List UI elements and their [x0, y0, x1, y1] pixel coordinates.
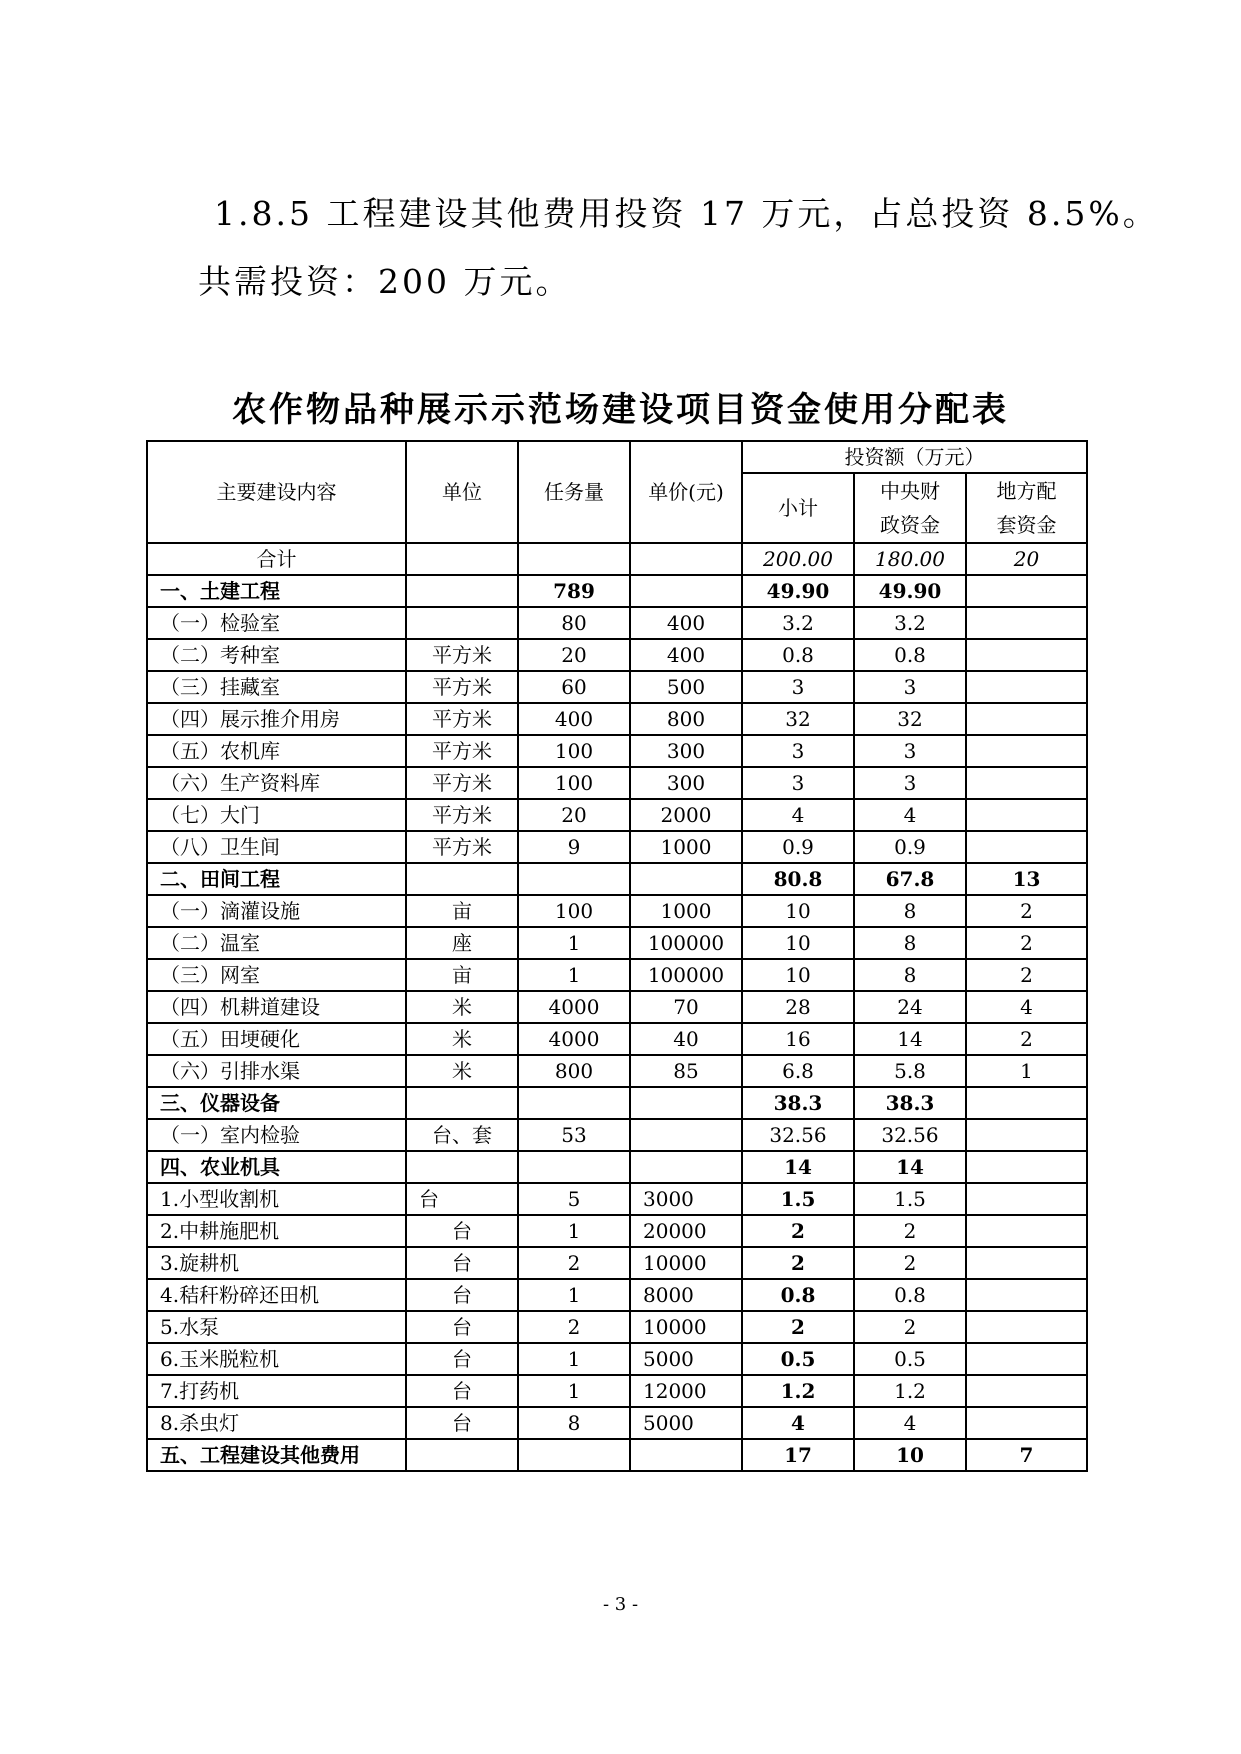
cell-quantity: 60 — [518, 671, 630, 703]
cell-subtotal: 16 — [742, 1023, 854, 1055]
cell-local — [966, 1311, 1087, 1343]
cell-subtotal: 80.8 — [742, 863, 854, 895]
table-row — [147, 1215, 1087, 1247]
cell-unit: 平方米 — [406, 831, 518, 863]
cell-local — [966, 767, 1087, 799]
table-row — [147, 959, 1087, 991]
table-row — [147, 1119, 1087, 1151]
header-quantity: 任务量 — [518, 441, 630, 543]
cell-local — [966, 671, 1087, 703]
table-row — [147, 1311, 1087, 1343]
cell-local — [966, 1119, 1087, 1151]
cell-central: 8 — [854, 927, 966, 959]
cell-quantity — [518, 1439, 630, 1471]
cell-unit: 米 — [406, 1023, 518, 1055]
cell-central: 14 — [854, 1151, 966, 1183]
cell-content: （八）卫生间 — [147, 831, 406, 863]
cell-quantity: 8 — [518, 1407, 630, 1439]
cell-local — [966, 1215, 1087, 1247]
cell-price: 400 — [630, 607, 742, 639]
cell-quantity: 400 — [518, 703, 630, 735]
cell-subtotal: 49.90 — [742, 575, 854, 607]
cell-quantity: 2 — [518, 1247, 630, 1279]
cell-content: （五）农机库 — [147, 735, 406, 767]
cell-quantity — [518, 1151, 630, 1183]
table-row — [147, 991, 1087, 1023]
cell-unit: 台 — [406, 1407, 518, 1439]
total-price — [630, 543, 742, 575]
cell-quantity — [518, 863, 630, 895]
cell-price — [630, 863, 742, 895]
cell-unit: 平方米 — [406, 735, 518, 767]
table-row — [147, 1023, 1087, 1055]
cell-subtotal: 3.2 — [742, 607, 854, 639]
cell-local — [966, 575, 1087, 607]
cell-unit: 台 — [406, 1183, 518, 1215]
cell-central: 67.8 — [854, 863, 966, 895]
cell-quantity: 9 — [518, 831, 630, 863]
table-row — [147, 895, 1087, 927]
cell-unit: 亩 — [406, 895, 518, 927]
paragraph-other-costs: 1.8.5 工程建设其他费用投资 17 万元，占总投资 8.5%。 — [214, 194, 1159, 233]
cell-subtotal: 10 — [742, 895, 854, 927]
cell-quantity: 1 — [518, 1215, 630, 1247]
cell-subtotal: 6.8 — [742, 1055, 854, 1087]
header-local-line1: 地方配 — [996, 479, 1057, 503]
cell-content: 7.打药机 — [147, 1375, 406, 1407]
header-content: 主要建设内容 — [147, 441, 406, 543]
cell-central: 0.8 — [854, 1279, 966, 1311]
cell-unit: 平方米 — [406, 703, 518, 735]
cell-quantity: 4000 — [518, 991, 630, 1023]
cell-price: 300 — [630, 767, 742, 799]
cell-price — [630, 1439, 742, 1471]
cell-unit: 台 — [406, 1247, 518, 1279]
table-row — [147, 1407, 1087, 1439]
cell-unit: 平方米 — [406, 799, 518, 831]
cell-subtotal: 32.56 — [742, 1119, 854, 1151]
cell-local: 13 — [966, 863, 1087, 895]
cell-price: 800 — [630, 703, 742, 735]
cell-unit: 台 — [406, 1375, 518, 1407]
cell-subtotal: 1.2 — [742, 1375, 854, 1407]
cell-local — [966, 1247, 1087, 1279]
cell-local — [966, 607, 1087, 639]
cell-unit — [406, 1087, 518, 1119]
cell-local — [966, 703, 1087, 735]
cell-price: 5000 — [630, 1343, 742, 1375]
cell-central: 8 — [854, 895, 966, 927]
cell-subtotal: 0.8 — [742, 1279, 854, 1311]
cell-content: 1.小型收割机 — [147, 1183, 406, 1215]
cell-content: （五）田埂硬化 — [147, 1023, 406, 1055]
cell-quantity: 4000 — [518, 1023, 630, 1055]
cell-quantity: 100 — [518, 735, 630, 767]
cell-unit: 平方米 — [406, 639, 518, 671]
cell-price: 20000 — [630, 1215, 742, 1247]
section-row — [147, 863, 1087, 895]
table-title: 农作物品种展示示范场建设项目资金使用分配表 — [232, 390, 1009, 430]
cell-local — [966, 1279, 1087, 1311]
cell-central: 2 — [854, 1215, 966, 1247]
cell-central: 0.8 — [854, 639, 966, 671]
cell-subtotal: 4 — [742, 799, 854, 831]
cell-content: （七）大门 — [147, 799, 406, 831]
cell-price: 8000 — [630, 1279, 742, 1311]
cell-local — [966, 1407, 1087, 1439]
cell-price: 10000 — [630, 1247, 742, 1279]
section-row — [147, 1087, 1087, 1119]
section-row — [147, 575, 1087, 607]
table-row — [147, 735, 1087, 767]
table-row — [147, 703, 1087, 735]
cell-central: 3 — [854, 767, 966, 799]
header-row-1 — [147, 441, 1087, 473]
cell-content: 6.玉米脱粒机 — [147, 1343, 406, 1375]
cell-unit — [406, 1439, 518, 1471]
cell-quantity: 100 — [518, 895, 630, 927]
cell-content: （一）检验室 — [147, 607, 406, 639]
table-row — [147, 1375, 1087, 1407]
section-row — [147, 1439, 1087, 1471]
cell-unit — [406, 863, 518, 895]
cell-quantity: 1 — [518, 1343, 630, 1375]
cell-central: 10 — [854, 1439, 966, 1471]
cell-local: 2 — [966, 959, 1087, 991]
cell-local — [966, 799, 1087, 831]
cell-local — [966, 1087, 1087, 1119]
cell-content: （三）挂藏室 — [147, 671, 406, 703]
cell-subtotal: 0.9 — [742, 831, 854, 863]
total-label: 合计 — [147, 543, 406, 575]
total-row — [147, 543, 1087, 575]
cell-central: 2 — [854, 1247, 966, 1279]
allocation-table — [146, 440, 1088, 1472]
cell-subtotal: 14 — [742, 1151, 854, 1183]
page-number: - 3 - — [602, 1594, 639, 1615]
cell-central: 49.90 — [854, 575, 966, 607]
total-quantity — [518, 543, 630, 575]
cell-content: 五、工程建设其他费用 — [147, 1439, 406, 1471]
header-subtotal: 小计 — [742, 473, 854, 543]
cell-local: 1 — [966, 1055, 1087, 1087]
cell-local: 2 — [966, 895, 1087, 927]
cell-central: 3 — [854, 671, 966, 703]
cell-content: （二）温室 — [147, 927, 406, 959]
cell-subtotal: 2 — [742, 1311, 854, 1343]
cell-content: 8.杀虫灯 — [147, 1407, 406, 1439]
cell-price — [630, 575, 742, 607]
cell-subtotal: 3 — [742, 671, 854, 703]
cell-central: 8 — [854, 959, 966, 991]
cell-unit: 台 — [406, 1215, 518, 1247]
table-row — [147, 767, 1087, 799]
cell-central: 38.3 — [854, 1087, 966, 1119]
cell-central: 2 — [854, 1311, 966, 1343]
cell-quantity: 1 — [518, 1279, 630, 1311]
table-row — [147, 607, 1087, 639]
cell-subtotal: 2 — [742, 1247, 854, 1279]
cell-unit: 平方米 — [406, 767, 518, 799]
cell-central: 0.9 — [854, 831, 966, 863]
cell-price: 2000 — [630, 799, 742, 831]
cell-central: 1.5 — [854, 1183, 966, 1215]
table-row — [147, 831, 1087, 863]
cell-content: 5.水泵 — [147, 1311, 406, 1343]
cell-content: （六）引排水渠 — [147, 1055, 406, 1087]
cell-subtotal: 0.5 — [742, 1343, 854, 1375]
cell-unit: 亩 — [406, 959, 518, 991]
table-row — [147, 1055, 1087, 1087]
cell-quantity: 20 — [518, 639, 630, 671]
cell-quantity: 53 — [518, 1119, 630, 1151]
cell-subtotal: 28 — [742, 991, 854, 1023]
header-central-funds — [854, 473, 966, 543]
cell-quantity: 20 — [518, 799, 630, 831]
cell-subtotal: 3 — [742, 767, 854, 799]
cell-unit: 台、套 — [406, 1119, 518, 1151]
cell-content: 2.中耕施肥机 — [147, 1215, 406, 1247]
cell-local — [966, 831, 1087, 863]
cell-quantity: 1 — [518, 927, 630, 959]
cell-central: 0.5 — [854, 1343, 966, 1375]
cell-subtotal: 3 — [742, 735, 854, 767]
cell-content: （六）生产资料库 — [147, 767, 406, 799]
cell-central: 4 — [854, 1407, 966, 1439]
cell-subtotal: 10 — [742, 927, 854, 959]
header-central-line2: 政资金 — [880, 513, 940, 537]
cell-content: （一）室内检验 — [147, 1119, 406, 1151]
cell-local — [966, 1343, 1087, 1375]
cell-local — [966, 1183, 1087, 1215]
cell-unit: 米 — [406, 991, 518, 1023]
cell-local: 2 — [966, 927, 1087, 959]
cell-local: 7 — [966, 1439, 1087, 1471]
cell-quantity: 1 — [518, 959, 630, 991]
cell-quantity: 80 — [518, 607, 630, 639]
cell-price: 1000 — [630, 895, 742, 927]
cell-price: 70 — [630, 991, 742, 1023]
table-row — [147, 671, 1087, 703]
cell-price: 12000 — [630, 1375, 742, 1407]
cell-unit: 台 — [406, 1311, 518, 1343]
total-local: 20 — [966, 543, 1087, 575]
cell-price: 400 — [630, 639, 742, 671]
table-row — [147, 1343, 1087, 1375]
cell-unit — [406, 575, 518, 607]
cell-subtotal: 38.3 — [742, 1087, 854, 1119]
cell-quantity: 100 — [518, 767, 630, 799]
cell-content: 三、仪器设备 — [147, 1087, 406, 1119]
cell-local — [966, 735, 1087, 767]
cell-local — [966, 1151, 1087, 1183]
cell-price: 100000 — [630, 927, 742, 959]
cell-subtotal: 2 — [742, 1215, 854, 1247]
header-local-line2: 套资金 — [996, 513, 1057, 537]
cell-content: 4.秸秆粉碎还田机 — [147, 1279, 406, 1311]
cell-subtotal: 0.8 — [742, 639, 854, 671]
cell-subtotal: 17 — [742, 1439, 854, 1471]
cell-quantity: 800 — [518, 1055, 630, 1087]
cell-quantity: 2 — [518, 1311, 630, 1343]
cell-content: 一、土建工程 — [147, 575, 406, 607]
table-row — [147, 1247, 1087, 1279]
cell-quantity: 789 — [518, 575, 630, 607]
cell-local — [966, 1375, 1087, 1407]
total-unit — [406, 543, 518, 575]
total-central: 180.00 — [854, 543, 966, 575]
cell-price: 3000 — [630, 1183, 742, 1215]
cell-unit: 米 — [406, 1055, 518, 1087]
table-row — [147, 639, 1087, 671]
cell-content: （三）网室 — [147, 959, 406, 991]
cell-central: 14 — [854, 1023, 966, 1055]
cell-content: 二、田间工程 — [147, 863, 406, 895]
cell-quantity: 5 — [518, 1183, 630, 1215]
cell-price — [630, 1119, 742, 1151]
cell-central: 3.2 — [854, 607, 966, 639]
cell-price: 40 — [630, 1023, 742, 1055]
cell-price: 1000 — [630, 831, 742, 863]
cell-price: 10000 — [630, 1311, 742, 1343]
total-subtotal: 200.00 — [742, 543, 854, 575]
cell-price: 100000 — [630, 959, 742, 991]
cell-price: 500 — [630, 671, 742, 703]
cell-content: （四）展示推介用房 — [147, 703, 406, 735]
cell-unit — [406, 1151, 518, 1183]
header-central-line1: 中央财 — [880, 479, 940, 503]
cell-unit: 平方米 — [406, 671, 518, 703]
cell-central: 5.8 — [854, 1055, 966, 1087]
cell-subtotal: 32 — [742, 703, 854, 735]
cell-quantity — [518, 1087, 630, 1119]
cell-unit: 台 — [406, 1279, 518, 1311]
cell-content: 四、农业机具 — [147, 1151, 406, 1183]
table-row — [147, 1183, 1087, 1215]
cell-central: 4 — [854, 799, 966, 831]
cell-subtotal: 10 — [742, 959, 854, 991]
cell-unit: 座 — [406, 927, 518, 959]
cell-central: 24 — [854, 991, 966, 1023]
cell-local: 2 — [966, 1023, 1087, 1055]
cell-unit — [406, 607, 518, 639]
cell-central: 1.2 — [854, 1375, 966, 1407]
cell-subtotal: 4 — [742, 1407, 854, 1439]
paragraph-total-investment: 共需投资：200 万元。 — [198, 262, 572, 301]
cell-unit: 台 — [406, 1343, 518, 1375]
cell-quantity: 1 — [518, 1375, 630, 1407]
header-unit: 单位 — [406, 441, 518, 543]
cell-price: 300 — [630, 735, 742, 767]
cell-content: （四）机耕道建设 — [147, 991, 406, 1023]
cell-price: 5000 — [630, 1407, 742, 1439]
cell-local — [966, 639, 1087, 671]
table-row — [147, 927, 1087, 959]
cell-price — [630, 1151, 742, 1183]
cell-content: （一）滴灌设施 — [147, 895, 406, 927]
cell-content: （二）考种室 — [147, 639, 406, 671]
section-row — [147, 1151, 1087, 1183]
cell-central: 32 — [854, 703, 966, 735]
cell-subtotal: 1.5 — [742, 1183, 854, 1215]
cell-central: 3 — [854, 735, 966, 767]
cell-price — [630, 1087, 742, 1119]
header-price: 单价(元) — [630, 441, 742, 543]
cell-content: 3.旋耕机 — [147, 1247, 406, 1279]
header-investment: 投资额（万元） — [742, 441, 1087, 473]
cell-price: 85 — [630, 1055, 742, 1087]
table-row — [147, 799, 1087, 831]
cell-central: 32.56 — [854, 1119, 966, 1151]
header-local-funds — [966, 473, 1087, 543]
cell-local: 4 — [966, 991, 1087, 1023]
table-row — [147, 1279, 1087, 1311]
